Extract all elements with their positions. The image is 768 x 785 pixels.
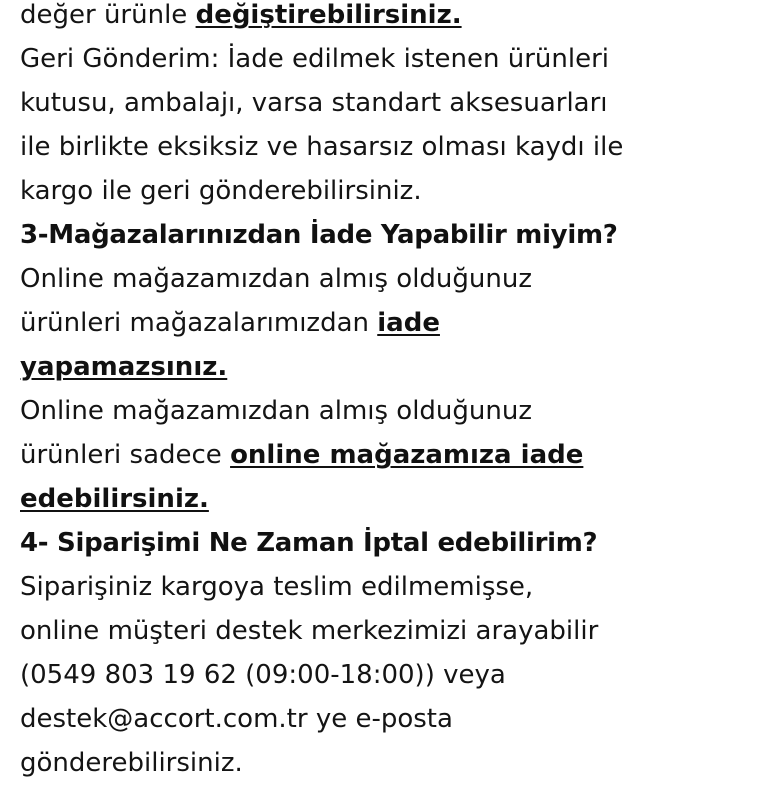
text-line: kutusu, ambalajı, varsa standart aksesuarları: [20, 88, 608, 118]
emphasis-link[interactable]: değiştirebilirsiniz.: [195, 0, 462, 30]
text-line: Online mağazamızdan almış olduğunuz: [20, 396, 533, 426]
emphasis-link[interactable]: edebilirsiniz.: [20, 484, 209, 514]
section-heading: 3-Mağazalarınızdan İade Yapabilir miyim?: [20, 220, 618, 250]
text-line: Siparişiniz kargoya teslim edilmemişse,: [20, 572, 534, 602]
text-line: [20, 477, 760, 521]
text-line: [20, 301, 760, 345]
emphasis-link[interactable]: yapamazsınız.: [20, 352, 228, 382]
text-line: gönderebilirsiniz.: [20, 748, 243, 778]
text-line: ile birlikte eksiksiz ve hasarsız olması kaydı ile: [20, 132, 624, 162]
text-line: [20, 345, 760, 389]
text-fragment: ürünleri mağazalarımızdan: [20, 308, 378, 338]
faq-document: [20, 0, 760, 785]
text-line: [20, 433, 760, 477]
text-line: online müşteri destek merkezimizi arayabilir: [20, 616, 599, 646]
emphasis-link[interactable]: online mağazamıza iade: [230, 440, 584, 470]
text-line: kargo ile geri gönderebilirsiniz.: [20, 176, 422, 206]
text-line: [20, 0, 760, 37]
text-fragment: ürünleri sadece: [20, 440, 231, 470]
text-line: (0549 803 19 62 (09:00-18:00)) veya: [20, 660, 506, 690]
text-line: Online mağazamızdan almış olduğunuz: [20, 264, 533, 294]
section-heading: 4- Siparişimi Ne Zaman İptal edebilirim?: [20, 528, 598, 558]
emphasis-link[interactable]: iade: [377, 308, 440, 338]
email-line: destek@accort.com.tr ye e-posta: [20, 704, 453, 734]
text-line: Geri Gönderim: İade edilmek istenen ürünleri: [20, 44, 610, 74]
text-fragment: değer ürünle: [20, 0, 196, 30]
